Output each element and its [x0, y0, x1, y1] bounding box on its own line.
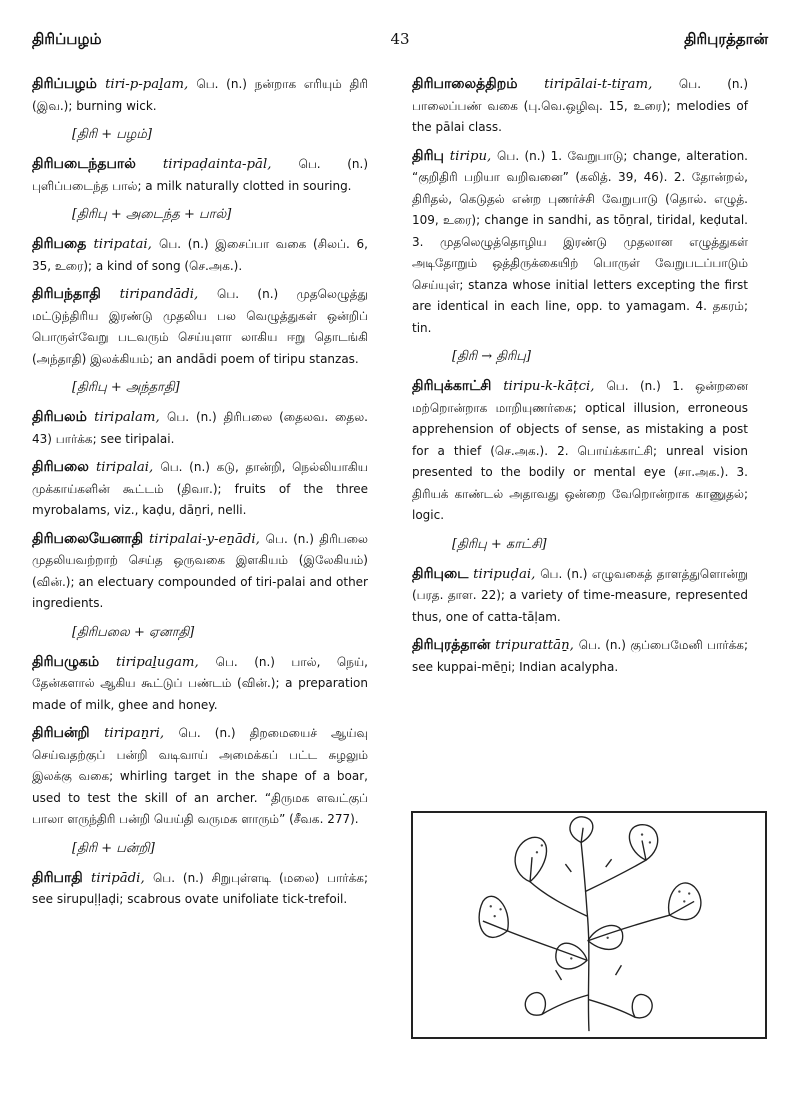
- definition: பெ. (n.) குப்பைமேனி பார்க்க; see kuppai-mēṉi; Indian acalypha.: [412, 638, 748, 674]
- headword: திரிபழுகம்: [32, 653, 100, 670]
- page-header: [32, 30, 768, 56]
- transliteration: tiripalai,: [95, 460, 154, 475]
- dictionary-entry: [412, 376, 748, 527]
- headword: திரிபுடை: [412, 565, 469, 582]
- transliteration: tiri-p-paḻam,: [105, 77, 189, 92]
- right-column: [412, 74, 748, 685]
- transliteration: tiripatai,: [93, 237, 152, 252]
- etymology: [திரி + பன்றி]: [72, 840, 155, 856]
- headword: திரிபாலைத்திறம்: [412, 76, 518, 92]
- headword: திரிபுரத்தான்: [412, 637, 491, 653]
- headword: திரிபு: [412, 147, 444, 164]
- dictionary-entry: [32, 284, 368, 370]
- definition: பெ. (n.) சிறுபுள்ளடி (மலை) பார்க்க; see sirupuḷḷaḍi; scabrous ovate unifoliate tick-trefoil.: [32, 870, 369, 906]
- dictionary-entry: [32, 652, 368, 717]
- transliteration: tiripalai-y-eṉādi,: [148, 531, 260, 547]
- dictionary-entry: [412, 146, 748, 340]
- definition: பெ. (n.) இசைப்பா வகை (சிலப். 6, 35, உரை); a kind of song (செ.அக.).: [32, 237, 368, 273]
- transliteration: tiripuḍai,: [473, 566, 536, 582]
- transliteration: tiripu,: [449, 148, 492, 164]
- headword: திரிபுக்காட்சி: [412, 378, 492, 394]
- headword: திரிபந்தாதி: [32, 286, 101, 302]
- headword: திரிபலையேனாதி: [32, 530, 144, 547]
- transliteration: tripurattāṉ,: [495, 638, 574, 653]
- headword: திரிபலம்: [32, 409, 87, 425]
- page-number: 43: [390, 30, 410, 48]
- dictionary-entry: [32, 234, 368, 277]
- definition: பெ. (n.) 1. வேறுபாடு; change, alteration. “குறிதிரி பறியா வறிவனை” (கலித். 39, 46). 2. தோன்றல், திரிதல், கெடுதல் என்ற புணர்ச்சி வேறுபாடு (தொல். எழுத். 109, உரை); change in sandhi, as tōṉral, tiridal, keḍutal. 3. முதலெழுத்தொழிய இரண்டு முதலான எழுத்துகள் அடிதோறும் ஒத்திருக்கையிற் பொருள் வேறுபடப்பாடும் செய்யுள்; stanza whose initial letters excepting the first are identical in each line, opp. to yamagam. 4. தகரம்; tin.: [412, 148, 748, 335]
- definition: பெ. (n.) திறமையைச் ஆய்வு செய்வதற்குப் பன்றி வடிவாய் அமைக்கப் பட்ட சுழலும் இலக்கு வகை; whirling target in the shape of a boar, used to test the skill of an archer. “திருமக ளவட்குப் பாலா ளருந்திரி பன்றி யெய்தி வருமக ளாரும்” (சீவக. 277).: [32, 726, 368, 826]
- definition: பெ. (n.) நன்றாக எரியும் திரி (இவ.); burning wick.: [32, 77, 368, 113]
- transliteration: tiripalam,: [94, 410, 160, 425]
- acalypha-drawing: [413, 813, 765, 1037]
- dictionary-entry: [412, 635, 748, 678]
- definition: பெ. (n.) கடு, தான்றி, நெல்லியாகிய முக்காய்களின் கூட்டம் (திவா.); fruits of the three myrobalams, viz., kaḍu, dāṉri, nelli.: [32, 460, 368, 517]
- dictionary-entry: [32, 529, 368, 615]
- definition: பெ. (n.) புளிப்படைந்த பால்; a milk naturally clotted in souring.: [32, 157, 368, 193]
- headword: திரிபாதி: [32, 869, 83, 886]
- headword: திரிபதை: [32, 236, 87, 252]
- definition: பெ. (n.) திரிபலை (தைலவ. தைல. 43) பார்க்க; see tiripalai.: [32, 410, 368, 446]
- running-head-right: திரிபுரத்தான்: [684, 30, 768, 48]
- plant-illustration: [411, 811, 767, 1039]
- etymology: [திரிபலை + ஏனாதி]: [72, 624, 195, 640]
- left-column: [32, 74, 368, 918]
- definition: பெ. (n.) பாலைப்பண் வகை (பு.வெ.ஒழிவு. 15, உரை); melodies of the pālai class.: [412, 77, 748, 134]
- running-head-left: திரிப்பழம்: [32, 30, 102, 48]
- headword: திரிபடைந்தபால்: [32, 156, 136, 172]
- dictionary-entry: [412, 74, 748, 139]
- etymology: [திரி + பழம்]: [72, 127, 152, 142]
- transliteration: tiripandādi,: [119, 287, 199, 302]
- transliteration: tiripālai-t-tiṟam,: [544, 77, 653, 92]
- dictionary-entry: [32, 407, 368, 450]
- transliteration: tiripaḻugam,: [116, 654, 199, 670]
- transliteration: tiripaḍainta-pāl,: [162, 157, 272, 172]
- dictionary-entry: [32, 457, 368, 522]
- headword: திரிபன்றி: [32, 725, 90, 741]
- definition: பெ. (n.) பால், நெய், தேன்களால் ஆகிய கூட்டுப் பண்டம் (வின்.); a preparation made of milk, ghee and honey.: [32, 654, 368, 712]
- etymology: [திரிபு + அடைந்த + பால்]: [72, 207, 232, 222]
- dictionary-entry: [32, 723, 368, 831]
- dictionary-entry: [32, 154, 368, 197]
- definition: பெ. (n.) முதலெழுத்து மட்டுந்திரிய இரண்டு முதலிய பல வெழுத்துகள் ஒன்றிப் பொருள்வேறு படவரும் செய்யுளா லாகிய ஈறு தொடங்கி (அந்தாதி) இலக்கியம்; an andādi poem of tiripu stanzas.: [32, 287, 369, 366]
- etymology: [திரிபு + அந்தாதி]: [72, 380, 180, 395]
- headword: திரிபலை: [32, 459, 89, 475]
- dictionary-entry: [32, 868, 368, 911]
- etymology: [திரிபு + காட்சி]: [452, 536, 547, 552]
- definition: பெ. (n.) 1. ஒன்றனை மற்றொன்றாக மாறியுணர்கை; optical illusion, erroneous apprehension of objects of sense, as mistaking a post for a thief (செ.அக.). 2. பொய்க்காட்சி; unreal vision presented to the bodily or mental eye (சா.அக.). 3. திரியக் காண்டல் அதாவது ஒன்றை வேறொன்றாக காணுதல்; logic.: [412, 379, 748, 522]
- dictionary-entry: [32, 74, 368, 117]
- transliteration: tiripādi,: [91, 870, 145, 886]
- definition: பெ. (n.) திரிபலை முதலியவற்றாற் செய்த ஒருவகை இளகியம் (இலேகியம்) (வின்.); an electuary compounded of tiri-palai and other ingredients.: [32, 531, 368, 610]
- transliteration: tiripu-k-kāṭci,: [503, 379, 595, 394]
- headword: திரிப்பழம்: [32, 76, 97, 92]
- transliteration: tiripaṉri,: [104, 726, 165, 741]
- dictionary-entry: [412, 564, 748, 629]
- definition: பெ. (n.) எழுவகைத் தாளத்துளொன்று (பரத. தாள. 22); a variety of time-measure, represented thus, one of catta-tāḷam.: [412, 566, 748, 624]
- etymology: [திரி → திரிபு]: [452, 349, 531, 364]
